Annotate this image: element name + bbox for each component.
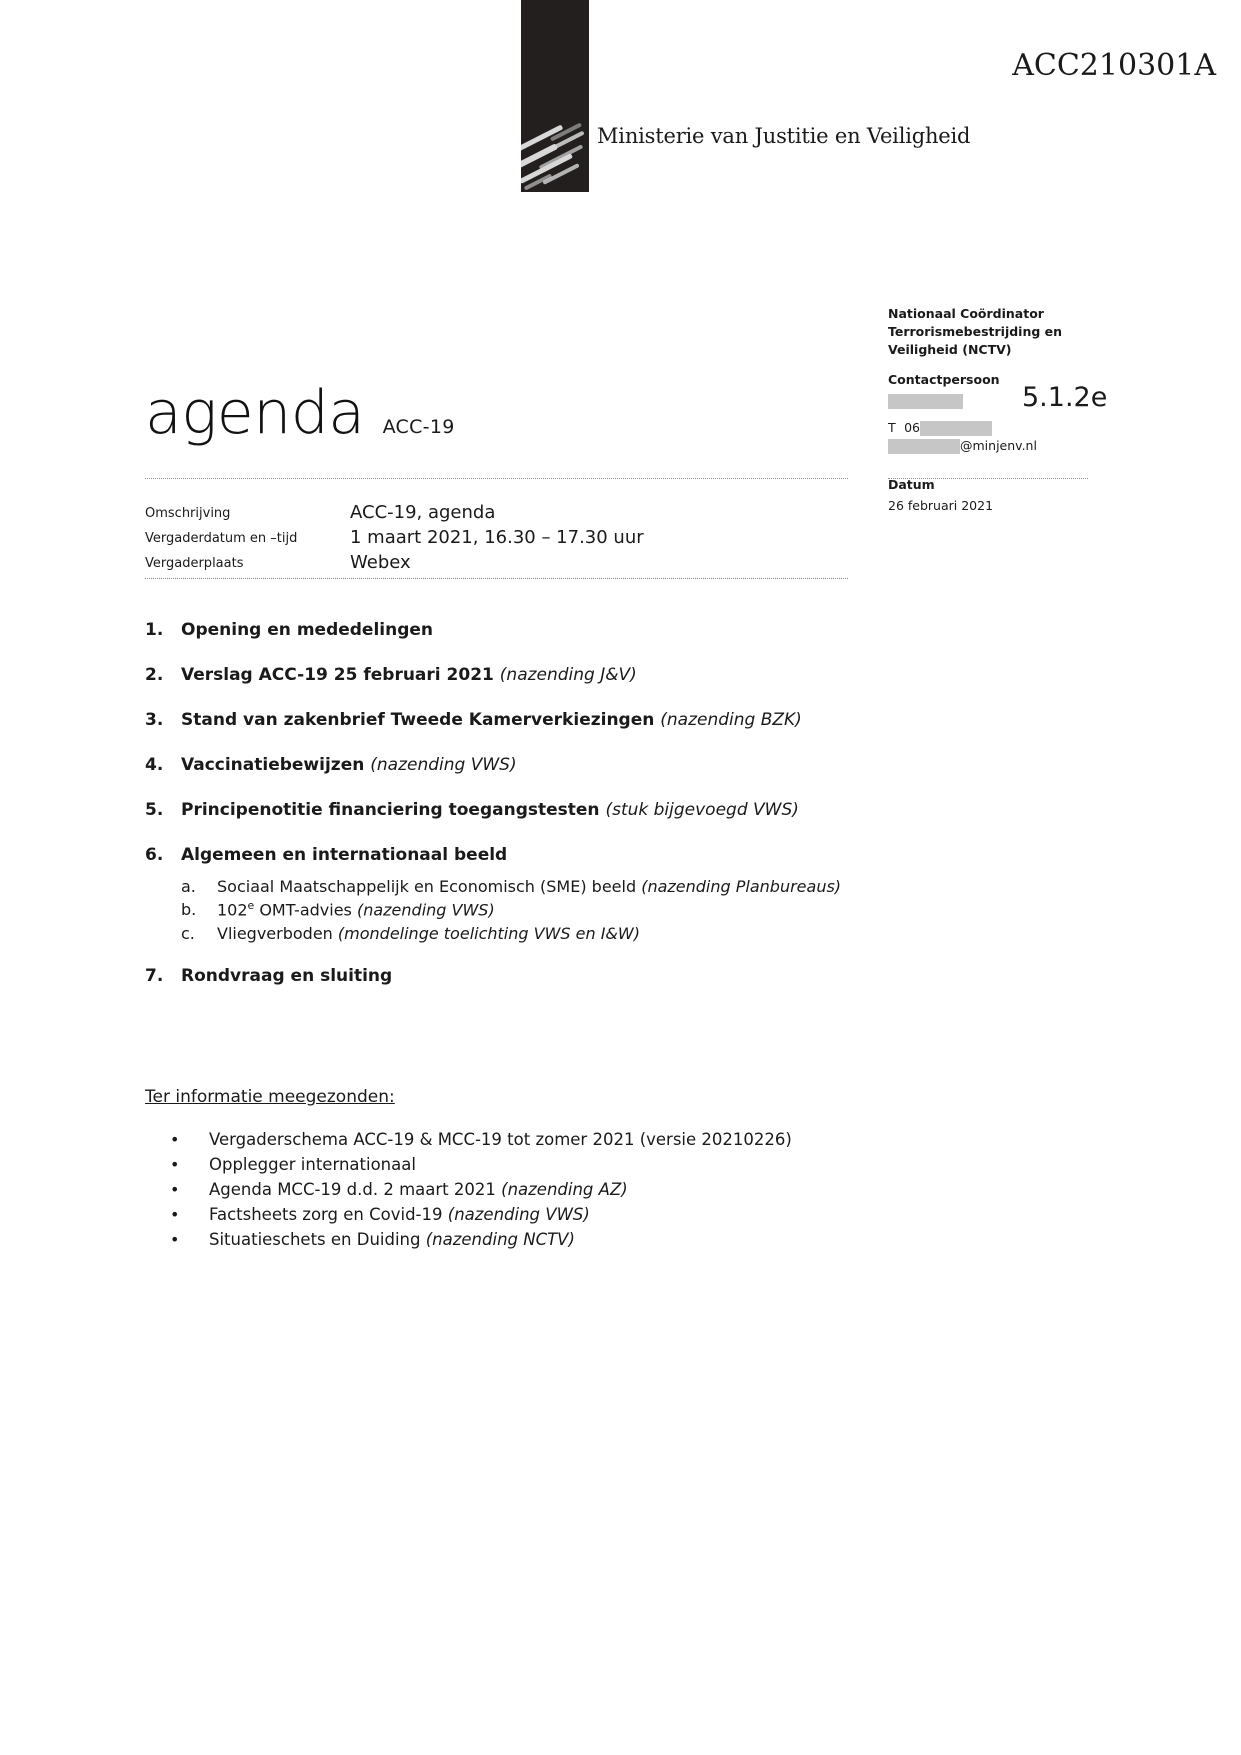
attachment-item	[170, 1128, 930, 1152]
metadata-label: Vergaderplaats	[145, 556, 244, 571]
agenda-item-number: 4.	[145, 755, 164, 775]
phone-number: 06	[904, 419, 920, 435]
agenda-item-title	[181, 755, 517, 775]
agenda-item-note: (nazending BZK)	[660, 710, 802, 730]
agenda-item-number: 3.	[145, 710, 164, 730]
attachment-text	[209, 1153, 416, 1177]
agenda-item-title	[181, 665, 637, 685]
metadata-value: ACC-19, agenda	[350, 502, 496, 523]
attachment-item	[170, 1178, 930, 1202]
agenda-item-title-text: Verslag ACC-19 25 februari 2021	[181, 665, 494, 685]
agenda-subitem-text	[217, 876, 841, 897]
attachment-text	[209, 1203, 590, 1227]
divider-bottom	[145, 578, 848, 579]
agenda-subitem	[181, 876, 865, 897]
redaction-box	[888, 394, 963, 409]
contactpersoon-label: Contactpersoon	[888, 372, 1000, 388]
bullet-icon: •	[170, 1130, 180, 1149]
agenda-item-title-text: Rondvraag en sluiting	[181, 965, 393, 986]
agenda-subitem	[181, 899, 865, 920]
classification-marking: 5.1.2e	[1022, 382, 1108, 413]
subitem-note: (nazending Planbureaus)	[641, 877, 842, 896]
attachment-note: (nazending VWS)	[447, 1204, 590, 1224]
metadata-value: 1 maart 2021, 16.30 – 17.30 uur	[350, 527, 644, 548]
attachment-label: Vergaderschema ACC-19 & MCC-19 tot zomer 2021 (versie 20210226)	[209, 1130, 792, 1149]
agenda-item-title-text: Principenotitie financiering toegangstesten	[181, 800, 600, 820]
attachment-note: (nazending NCTV)	[425, 1229, 575, 1249]
divider-sidebar	[888, 478, 1088, 479]
bullet-icon: •	[170, 1154, 180, 1174]
agenda-item-number: 5.	[145, 800, 164, 820]
ministry-logo-icon	[521, 0, 589, 215]
subitem-superscript: e	[247, 899, 255, 913]
agenda-item-title	[181, 966, 392, 986]
logo-bar	[521, 0, 589, 122]
attachment-label: Opplegger internationaal	[209, 1154, 416, 1174]
attachment-item	[170, 1203, 930, 1227]
metadata-label: Vergaderdatum en –tijd	[145, 531, 298, 546]
datum-label: Datum	[888, 477, 935, 493]
agenda-subitem-letter: a.	[181, 877, 196, 896]
bullet-icon: •	[170, 1204, 180, 1224]
phone-line	[888, 419, 1088, 437]
metadata-label: Omschrijving	[145, 506, 231, 521]
agenda-item-title-text: Vaccinatiebewijzen	[181, 755, 365, 775]
agenda-item-note: (nazending VWS)	[370, 755, 517, 775]
attachment-label: Factsheets zorg en Covid-19	[209, 1204, 443, 1224]
attachment-label: Agenda MCC-19 d.d. 2 maart 2021	[209, 1179, 496, 1199]
bullet-icon: •	[170, 1179, 180, 1199]
agenda-item-title-text: Stand van zakenbrief Tweede Kamerverkiezingen	[181, 710, 655, 730]
phone-label: T	[888, 419, 897, 435]
document-code: ACC210301A	[1012, 48, 1216, 83]
organisation-name: Nationaal Coördinator Terrorismebestrijding en Veiligheid (NCTV)	[888, 306, 1063, 357]
email-line	[888, 437, 1088, 455]
agenda-item	[145, 665, 865, 685]
agenda-subitem	[181, 923, 865, 944]
subitem-text: Vliegverboden	[217, 923, 333, 943]
agenda-item-number: 7.	[145, 965, 164, 986]
agenda-item	[145, 755, 865, 775]
attachment-item	[170, 1228, 930, 1252]
agenda-item-title-text: Algemeen en internationaal beeld	[181, 845, 508, 865]
agenda-subitem-letter: b.	[181, 900, 197, 920]
datum-block	[888, 476, 1088, 515]
attachments-list	[170, 1128, 930, 1253]
agenda-item-note: (stuk bijgevoegd VWS)	[605, 800, 799, 820]
agenda-item-title	[181, 620, 433, 640]
subitem-text-post: OMT-advies	[254, 900, 352, 920]
agenda-item	[145, 800, 865, 820]
title-subtitle: ACC-19	[382, 416, 455, 438]
subitem-text: Sociaal Maatschappelijk en Economisch (SME) beeld	[217, 877, 637, 896]
subitem-text-pre: 102	[217, 900, 248, 920]
attachment-text	[209, 1228, 575, 1252]
agenda-subitem-letter: c.	[181, 923, 195, 943]
redaction-box	[920, 421, 992, 436]
agenda-item-number: 2.	[145, 665, 164, 685]
ministry-name: Ministerie van Justitie en Veiligheid	[597, 124, 971, 148]
agenda-item	[145, 710, 865, 730]
agenda-subitems	[181, 876, 865, 944]
agenda-item	[145, 620, 865, 640]
attachments-heading: Ter informatie meegezonden:	[145, 1087, 395, 1107]
metadata-value: Webex	[350, 552, 411, 573]
agenda-item	[145, 845, 865, 865]
email-domain: @minjenv.nl	[960, 437, 1037, 453]
agenda-item	[145, 966, 865, 986]
logo-ribbon	[521, 122, 589, 192]
agenda-item-title	[181, 710, 802, 730]
agenda-item-number: 1.	[145, 620, 164, 640]
attachment-item	[170, 1153, 930, 1177]
title-main: agenda	[145, 378, 365, 448]
agenda-subitem-text	[217, 923, 640, 944]
agenda-item-note: (nazending J&V)	[499, 665, 637, 685]
meeting-metadata	[145, 502, 848, 577]
agenda-item-title	[181, 845, 507, 865]
bullet-icon: •	[170, 1229, 180, 1249]
redaction-box	[888, 439, 960, 454]
metadata-row	[145, 502, 848, 523]
attachment-text	[209, 1178, 628, 1202]
agenda-items	[145, 620, 865, 1011]
divider-top	[145, 478, 848, 479]
agenda-item-title	[181, 800, 799, 820]
agenda-item-title-text: Opening en mededelingen	[181, 620, 434, 640]
subitem-note: (nazending VWS)	[356, 900, 495, 920]
attachment-label: Situatieschets en Duiding	[209, 1229, 421, 1249]
page-title	[145, 378, 455, 448]
agenda-item-number: 6.	[145, 845, 164, 865]
metadata-row	[145, 552, 848, 573]
attachment-note: (nazending AZ)	[501, 1179, 628, 1199]
datum-value: 26 februari 2021	[888, 498, 994, 513]
agenda-subitem-text	[217, 899, 495, 920]
attachment-text	[209, 1128, 792, 1152]
subitem-note: (mondelinge toelichting VWS en I&W)	[337, 923, 640, 943]
metadata-row	[145, 527, 848, 548]
